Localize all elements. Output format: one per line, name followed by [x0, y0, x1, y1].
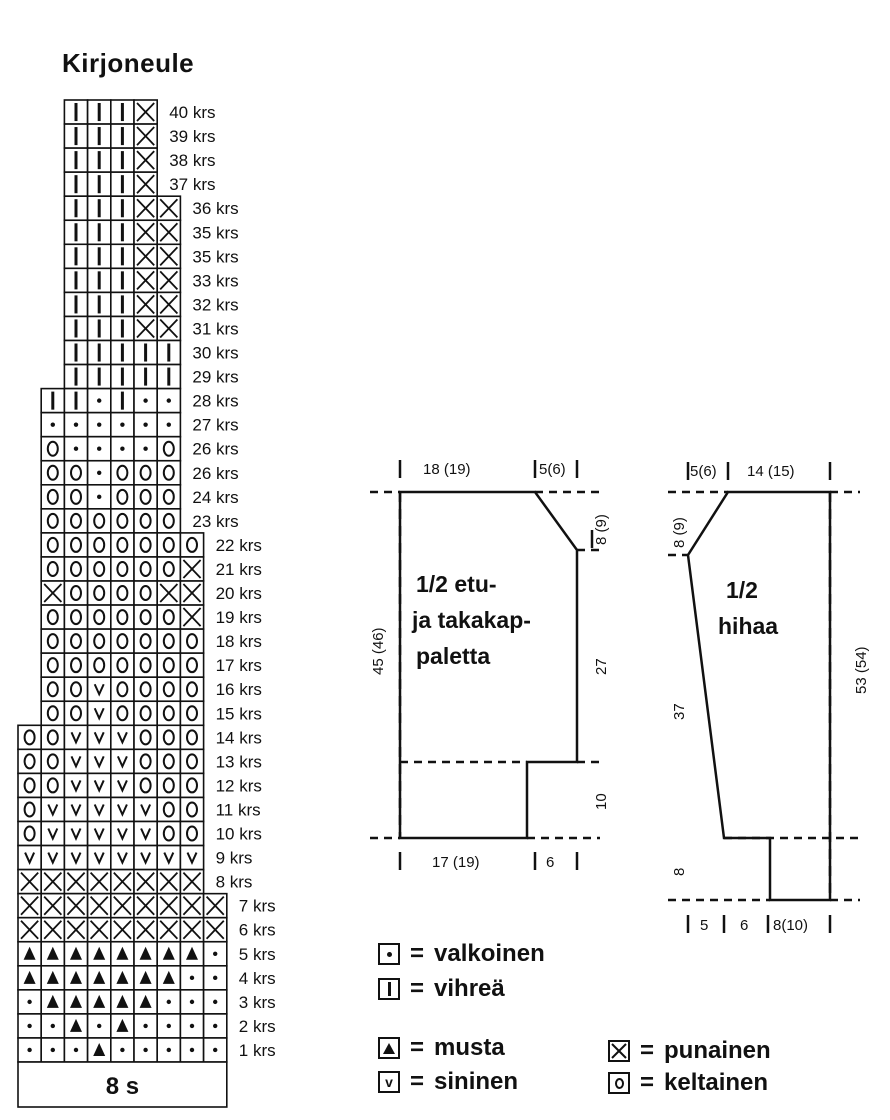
chart-title: Kirjoneule — [62, 48, 195, 78]
legend-label-v: sininen — [434, 1068, 519, 1095]
row-label: 4 krs — [238, 968, 276, 988]
body-label-line1: 1/2 etu- — [416, 571, 497, 597]
row-label: 28 krs — [192, 391, 239, 411]
legend-label-dot: valkoinen — [434, 940, 545, 967]
row-label: 14 krs — [215, 728, 262, 748]
row-label: 13 krs — [215, 752, 262, 772]
sleeve-dim-top-neck: 5(6) — [690, 463, 717, 480]
body-label-line2: ja takakap- — [412, 607, 531, 633]
sleeve-dim-right-height: 53 (54) — [853, 646, 870, 694]
body-dim-top-width: 18 (19) — [423, 461, 471, 478]
sleeve-label-line2: hihaa — [718, 613, 779, 639]
row-label: 9 krs — [215, 848, 253, 868]
sleeve-label-line1: 1/2 — [726, 577, 758, 603]
sleeve-dim-bottom-a: 5 — [700, 917, 709, 934]
sleeve-dim-left-upper: 8 (9) — [671, 517, 688, 548]
row-label: 2 krs — [238, 1016, 276, 1036]
row-label: 27 krs — [192, 415, 239, 435]
legend-equals: = — [640, 1069, 655, 1096]
row-label: 11 krs — [215, 800, 261, 820]
row-label: 18 krs — [215, 632, 262, 652]
sleeve-dim-left-middle: 37 — [671, 703, 688, 720]
row-label: 6 krs — [238, 920, 276, 940]
legend-equals: = — [640, 1037, 655, 1064]
sleeve-dim-left-lower: 8 — [671, 867, 688, 876]
body-dim-top-neck: 5(6) — [539, 461, 566, 478]
legend-equals: = — [410, 940, 425, 967]
body-label-line3: paletta — [416, 643, 491, 669]
row-label: 37 krs — [169, 175, 216, 195]
row-label: 15 krs — [215, 704, 262, 724]
stitch-count-label: 8 s — [105, 1073, 140, 1100]
row-label: 23 krs — [192, 511, 239, 531]
legend-equals: = — [410, 975, 425, 1002]
body-dim-right-middle: 27 — [593, 658, 610, 675]
row-label: 31 krs — [192, 319, 239, 339]
row-label: 40 krs — [169, 103, 216, 123]
row-label: 1 krs — [238, 1040, 276, 1060]
row-label: 21 krs — [215, 559, 262, 579]
row-label: 32 krs — [192, 295, 239, 315]
row-label: 39 krs — [169, 127, 216, 147]
legend-label-bar: vihreä — [434, 975, 505, 1002]
v-symbol-icon: v — [378, 1071, 400, 1093]
row-label: 3 krs — [238, 992, 276, 1012]
sleeve-dim-top-width: 14 (15) — [747, 463, 795, 480]
row-label: 7 krs — [238, 896, 276, 916]
row-label: 12 krs — [215, 776, 262, 796]
row-label: 35 krs — [192, 247, 239, 267]
row-label: 30 krs — [192, 343, 239, 363]
legend-label-circle: keltainen — [664, 1069, 769, 1096]
body-dim-right-lower: 10 — [593, 793, 610, 810]
sleeve-dim-bottom-b: 6 — [740, 917, 749, 934]
legend-label-cross: punainen — [664, 1037, 771, 1064]
body-dim-bottom-width: 17 (19) — [432, 854, 480, 871]
row-label: 8 krs — [215, 872, 253, 892]
row-label: 19 krs — [215, 608, 262, 628]
body-dim-right-upper: 8 (9) — [593, 514, 610, 545]
row-label: 5 krs — [238, 944, 276, 964]
legend-equals: = — [410, 1068, 425, 1095]
row-label: 38 krs — [169, 151, 216, 171]
row-label: 29 krs — [192, 367, 239, 387]
sleeve-dim-bottom-c: 8(10) — [773, 917, 809, 934]
row-label: 24 krs — [192, 487, 239, 507]
row-label: 20 krs — [215, 584, 262, 604]
row-label: 26 krs — [192, 439, 239, 459]
legend-label-triangle: musta — [434, 1034, 505, 1061]
row-label: 35 krs — [192, 223, 239, 243]
body-dim-bottom-small: 6 — [546, 854, 555, 871]
row-label: 26 krs — [192, 463, 239, 483]
row-label: 10 krs — [215, 824, 262, 844]
row-label: 22 krs — [215, 535, 262, 555]
body-dim-left-height: 45 (46) — [370, 627, 387, 675]
row-label: 36 krs — [192, 199, 239, 219]
row-label: 16 krs — [215, 680, 262, 700]
row-label: 17 krs — [215, 656, 262, 676]
row-label: 33 krs — [192, 271, 239, 291]
legend-equals: = — [410, 1034, 425, 1061]
